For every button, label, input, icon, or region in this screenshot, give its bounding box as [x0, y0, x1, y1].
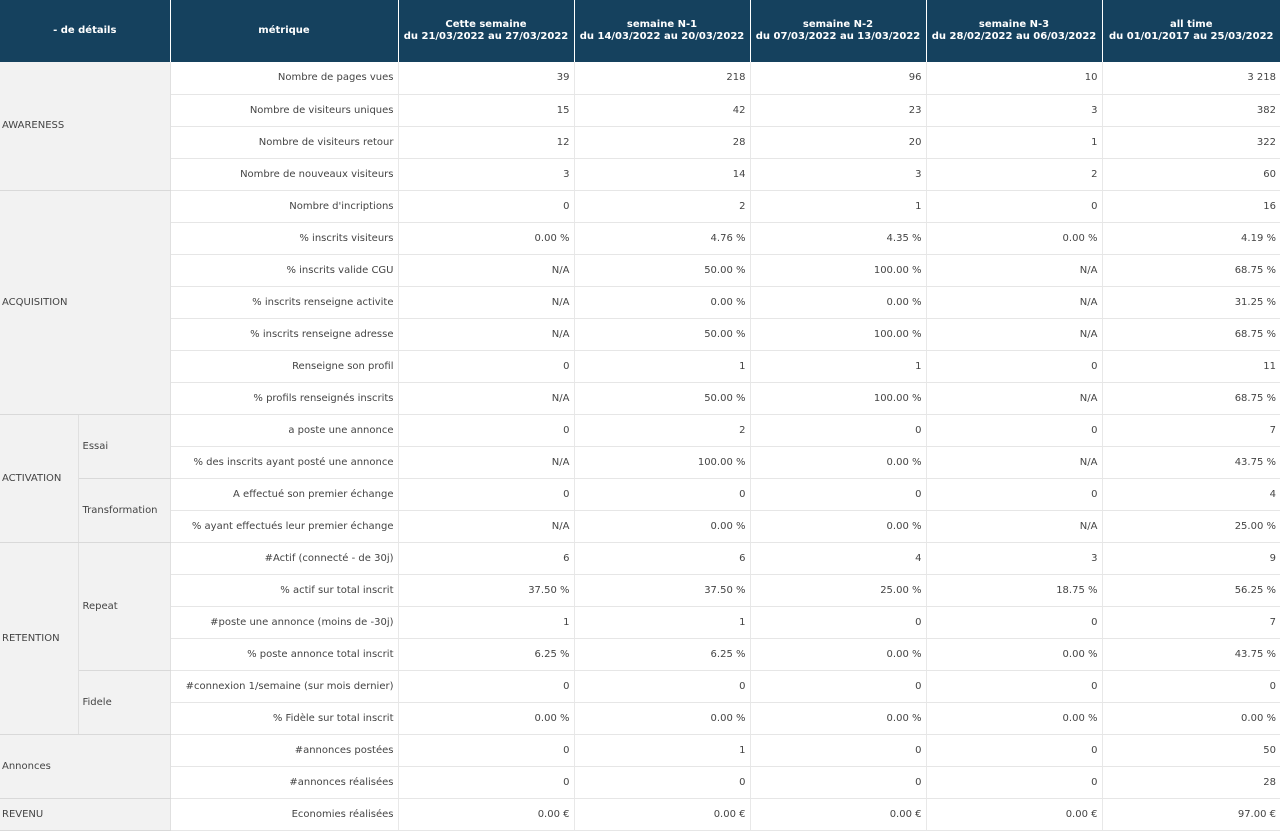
value-cell: 43.75 %: [1102, 446, 1280, 478]
value-cell: 0: [574, 670, 750, 702]
metric-cell: % poste annonce total inscrit: [170, 638, 398, 670]
group-cell: ACTIVATION: [0, 414, 78, 542]
value-cell: 28: [574, 126, 750, 158]
value-cell: 16: [1102, 190, 1280, 222]
value-cell: 0: [926, 478, 1102, 510]
value-cell: N/A: [398, 318, 574, 350]
value-cell: N/A: [398, 254, 574, 286]
metric-cell: Nombre de visiteurs retour: [170, 126, 398, 158]
metric-cell: Nombre de nouveaux visiteurs: [170, 158, 398, 190]
value-cell: 0.00 %: [750, 286, 926, 318]
header-row: [0, 0, 1280, 62]
value-cell: 100.00 %: [750, 254, 926, 286]
value-cell: 0.00 €: [926, 798, 1102, 830]
metric-cell: % Fidèle sur total inscrit: [170, 702, 398, 734]
value-cell: 23: [750, 94, 926, 126]
value-cell: 100.00 %: [750, 382, 926, 414]
table-row: [0, 670, 1280, 702]
value-cell: 7: [1102, 606, 1280, 638]
value-cell: N/A: [398, 446, 574, 478]
table-row: [0, 222, 1280, 254]
value-cell: 100.00 %: [574, 446, 750, 478]
value-cell: 0: [398, 190, 574, 222]
value-cell: 3: [398, 158, 574, 190]
header-group[interactable]: - de détails: [0, 0, 170, 62]
value-cell: 0: [926, 414, 1102, 446]
header-period-4[interactable]: all time du 01/01/2017 au 25/03/2022: [1102, 0, 1280, 62]
value-cell: 68.75 %: [1102, 318, 1280, 350]
metric-cell: a poste une annonce: [170, 414, 398, 446]
value-cell: 2: [574, 190, 750, 222]
value-cell: N/A: [926, 254, 1102, 286]
value-cell: 42: [574, 94, 750, 126]
value-cell: 0: [926, 606, 1102, 638]
value-cell: 0.00 %: [574, 702, 750, 734]
value-cell: 4.76 %: [574, 222, 750, 254]
metric-cell: % inscrits valide CGU: [170, 254, 398, 286]
table-row: [0, 254, 1280, 286]
value-cell: 68.75 %: [1102, 382, 1280, 414]
table-row: [0, 446, 1280, 478]
metric-cell: % actif sur total inscrit: [170, 574, 398, 606]
value-cell: N/A: [926, 510, 1102, 542]
value-cell: 14: [574, 158, 750, 190]
value-cell: 0: [398, 766, 574, 798]
value-cell: 15: [398, 94, 574, 126]
table-row: [0, 414, 1280, 446]
value-cell: 2: [926, 158, 1102, 190]
value-cell: 0.00 €: [750, 798, 926, 830]
header-period-1[interactable]: semaine N-1 du 14/03/2022 au 20/03/2022: [574, 0, 750, 62]
value-cell: 0: [926, 190, 1102, 222]
metric-cell: #annonces réalisées: [170, 766, 398, 798]
table-row: [0, 766, 1280, 798]
value-cell: 9: [1102, 542, 1280, 574]
value-cell: 0.00 %: [398, 702, 574, 734]
value-cell: 31.25 %: [1102, 286, 1280, 318]
value-cell: 11: [1102, 350, 1280, 382]
value-cell: 0: [750, 766, 926, 798]
value-cell: 50.00 %: [574, 382, 750, 414]
value-cell: 6.25 %: [398, 638, 574, 670]
value-cell: N/A: [926, 446, 1102, 478]
value-cell: 0: [398, 414, 574, 446]
value-cell: 322: [1102, 126, 1280, 158]
table-row: [0, 318, 1280, 350]
value-cell: 1: [750, 350, 926, 382]
value-cell: 4.19 %: [1102, 222, 1280, 254]
table-row: [0, 350, 1280, 382]
value-cell: 0: [750, 734, 926, 766]
value-cell: 37.50 %: [574, 574, 750, 606]
metric-cell: #poste une annonce (moins de -30j): [170, 606, 398, 638]
table-row: [0, 510, 1280, 542]
value-cell: 18.75 %: [926, 574, 1102, 606]
value-cell: 37.50 %: [398, 574, 574, 606]
value-cell: 2: [574, 414, 750, 446]
metric-cell: #connexion 1/semaine (sur mois dernier): [170, 670, 398, 702]
value-cell: 0: [574, 766, 750, 798]
value-cell: 12: [398, 126, 574, 158]
table-row: [0, 734, 1280, 766]
value-cell: 28: [1102, 766, 1280, 798]
header-period-2[interactable]: semaine N-2 du 07/03/2022 au 13/03/2022: [750, 0, 926, 62]
value-cell: 0: [398, 670, 574, 702]
value-cell: 100.00 %: [750, 318, 926, 350]
value-cell: 0: [926, 766, 1102, 798]
value-cell: 3 218: [1102, 62, 1280, 94]
value-cell: 50: [1102, 734, 1280, 766]
table-row: [0, 94, 1280, 126]
group-cell: Annonces: [0, 734, 170, 798]
value-cell: N/A: [398, 510, 574, 542]
value-cell: 0: [750, 606, 926, 638]
value-cell: 0: [926, 734, 1102, 766]
value-cell: 0: [926, 670, 1102, 702]
table-row: [0, 606, 1280, 638]
value-cell: 43.75 %: [1102, 638, 1280, 670]
value-cell: 0: [574, 478, 750, 510]
value-cell: 0: [1102, 670, 1280, 702]
value-cell: 0.00 %: [926, 222, 1102, 254]
table-row: [0, 190, 1280, 222]
value-cell: 6: [574, 542, 750, 574]
value-cell: 0.00 €: [398, 798, 574, 830]
value-cell: 50.00 %: [574, 254, 750, 286]
table-row: [0, 638, 1280, 670]
value-cell: 50.00 %: [574, 318, 750, 350]
value-cell: 0.00 %: [750, 446, 926, 478]
value-cell: N/A: [926, 286, 1102, 318]
value-cell: 6: [398, 542, 574, 574]
value-cell: 218: [574, 62, 750, 94]
table-row: [0, 574, 1280, 606]
metric-cell: % ayant effectués leur premier échange: [170, 510, 398, 542]
value-cell: 0.00 %: [1102, 702, 1280, 734]
value-cell: 0: [926, 350, 1102, 382]
value-cell: 0.00 %: [750, 638, 926, 670]
value-cell: 97.00 €: [1102, 798, 1280, 830]
metric-cell: A effectué son premier échange: [170, 478, 398, 510]
value-cell: 1: [574, 606, 750, 638]
value-cell: 96: [750, 62, 926, 94]
value-cell: 68.75 %: [1102, 254, 1280, 286]
value-cell: 1: [574, 350, 750, 382]
value-cell: 39: [398, 62, 574, 94]
table-row: [0, 382, 1280, 414]
value-cell: 0: [750, 670, 926, 702]
table-row: [0, 702, 1280, 734]
group-cell: ACQUISITION: [0, 190, 170, 414]
value-cell: 0: [398, 478, 574, 510]
group-cell: AWARENESS: [0, 62, 170, 190]
group-cell: RETENTION: [0, 542, 78, 734]
value-cell: 1: [750, 190, 926, 222]
table-row: [0, 286, 1280, 318]
value-cell: 0: [750, 478, 926, 510]
metric-cell: % inscrits renseigne activite: [170, 286, 398, 318]
header-metric[interactable]: métrique: [170, 0, 398, 62]
table-row: [0, 542, 1280, 574]
value-cell: 10: [926, 62, 1102, 94]
subgroup-cell: Essai: [78, 414, 170, 478]
value-cell: N/A: [398, 286, 574, 318]
value-cell: 4: [750, 542, 926, 574]
value-cell: 0.00 %: [750, 510, 926, 542]
value-cell: 0.00 %: [926, 702, 1102, 734]
metric-cell: Economies réalisées: [170, 798, 398, 830]
header-period-0[interactable]: Cette semaine du 21/03/2022 au 27/03/2022: [398, 0, 574, 62]
value-cell: 20: [750, 126, 926, 158]
subgroup-cell: Repeat: [78, 542, 170, 670]
subgroup-cell: Transformation: [78, 478, 170, 542]
value-cell: N/A: [926, 382, 1102, 414]
value-cell: 0: [750, 414, 926, 446]
value-cell: 0.00 %: [926, 638, 1102, 670]
metric-cell: Nombre de visiteurs uniques: [170, 94, 398, 126]
value-cell: 25.00 %: [1102, 510, 1280, 542]
subgroup-cell: Fidele: [78, 670, 170, 734]
value-cell: 0.00 %: [574, 510, 750, 542]
value-cell: 3: [750, 158, 926, 190]
value-cell: 7: [1102, 414, 1280, 446]
table-row: [0, 478, 1280, 510]
metric-cell: Nombre de pages vues: [170, 62, 398, 94]
value-cell: 0: [398, 734, 574, 766]
value-cell: 1: [574, 734, 750, 766]
value-cell: 382: [1102, 94, 1280, 126]
value-cell: 60: [1102, 158, 1280, 190]
value-cell: 3: [926, 94, 1102, 126]
value-cell: 0.00 €: [574, 798, 750, 830]
value-cell: 0: [398, 350, 574, 382]
value-cell: N/A: [398, 382, 574, 414]
value-cell: 56.25 %: [1102, 574, 1280, 606]
value-cell: 25.00 %: [750, 574, 926, 606]
table-row: [0, 158, 1280, 190]
group-cell: REVENU: [0, 798, 170, 830]
value-cell: 4.35 %: [750, 222, 926, 254]
metric-cell: Renseigne son profil: [170, 350, 398, 382]
value-cell: N/A: [926, 318, 1102, 350]
value-cell: 0.00 %: [750, 702, 926, 734]
table-row: [0, 126, 1280, 158]
metric-cell: % profils renseignés inscrits: [170, 382, 398, 414]
value-cell: 6.25 %: [574, 638, 750, 670]
table-row: [0, 62, 1280, 94]
metric-cell: Nombre d'incriptions: [170, 190, 398, 222]
metric-cell: % inscrits visiteurs: [170, 222, 398, 254]
value-cell: 1: [398, 606, 574, 638]
value-cell: 0.00 %: [398, 222, 574, 254]
table-body: [0, 62, 1280, 830]
metric-cell: % inscrits renseigne adresse: [170, 318, 398, 350]
metric-cell: #Actif (connecté - de 30j): [170, 542, 398, 574]
header-period-3[interactable]: semaine N-3 du 28/02/2022 au 06/03/2022: [926, 0, 1102, 62]
table-row: [0, 798, 1280, 830]
value-cell: 0.00 %: [574, 286, 750, 318]
metric-cell: % des inscrits ayant posté une annonce: [170, 446, 398, 478]
value-cell: 3: [926, 542, 1102, 574]
value-cell: 1: [926, 126, 1102, 158]
value-cell: 4: [1102, 478, 1280, 510]
metric-cell: #annonces postées: [170, 734, 398, 766]
